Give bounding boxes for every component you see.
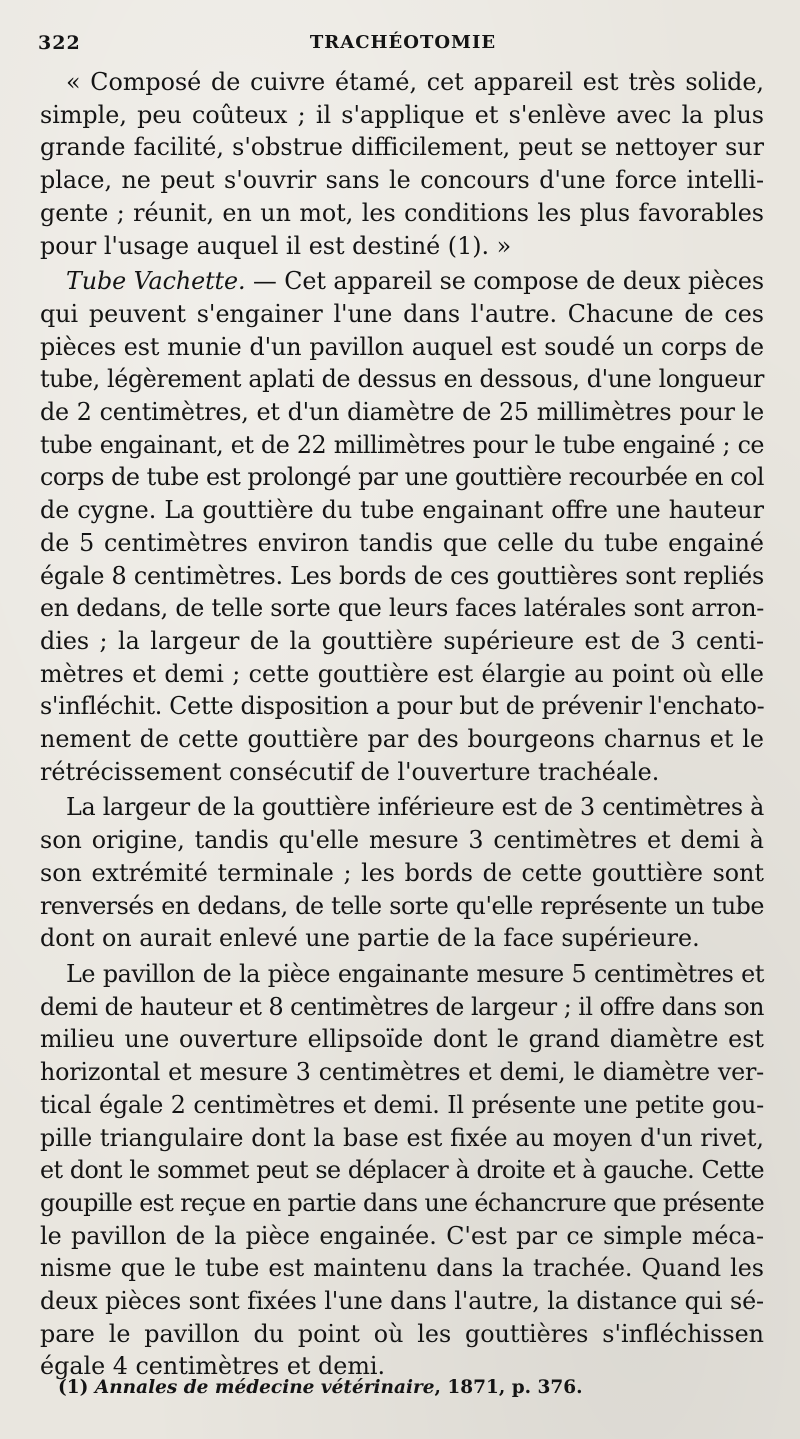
text-line: goupille est reçue en partie dans une échancrure que présente [40,1188,765,1217]
text-line: demi de hauteur et 8 centimètres de largeur ; il offre dans son [40,992,764,1021]
text-line: renversés en dedans, de telle sorte qu'elle représente un tube [40,891,764,920]
text-line: corps de tube est prolongé par une gouttière recourbée en col [40,463,764,492]
text-line: de 2 centimètres, et d'un diamètre de 25 millimètres pour le [40,398,764,427]
text-line: pille triangulaire dont la base est fixée au moyen d'un rivet, [40,1123,764,1152]
paragraph-pavillon [40,958,764,1383]
text-line: place, ne peut s'ouvrir sans le concours d'une force intelli- [40,166,764,195]
text-line: mètres et demi ; cette gouttière est élargie au point où elle [40,659,764,688]
text-line: dont on aurait enlevé une partie de la face supérieure. [40,924,700,953]
text-line: égale 8 centimètres. Les bords de ces gouttières sont repliés [40,561,765,590]
text-line: de 5 centimètres environ tandis que celle du tube engainé [40,528,764,557]
text-line: son extrémité terminale ; les bords de cette gouttière sont [40,858,764,887]
text-line: simple, peu coûteux ; il s'applique et s'enlève avec la plus [40,100,764,129]
body-text [40,66,764,1386]
text-line: égale 4 centimètres et demi. [40,1352,386,1381]
text-line: pièces est munie d'un pavillon auquel est soudé un corps de [40,332,764,361]
paragraph-tube-vachette [40,265,764,788]
text-line: tube engainant, et de 22 millimètres pour le tube engainé ; ce [40,430,764,459]
text-line: le pavillon de la pièce engainée. C'est par ce simple méca- [40,1221,764,1250]
text-line: pare le pavillon du point où les gouttières s'infléchissen [40,1319,764,1348]
text-line: rétrécissement consécutif de l'ouverture trachéale. [40,757,660,786]
text-fragment: — Cet appareil se compose de deux pièces [245,267,764,296]
text-line: et dont le sommet peut se déplacer à droite et à gauche. Cette [40,1156,764,1185]
text-line: son origine, tandis qu'elle mesure 3 centimètres et demi à [40,826,764,855]
text-line [40,265,764,298]
section-lead-title: Tube Vachette. [66,267,246,296]
text-line: La largeur de la gouttière inférieure est de 3 centimètres à [66,793,764,822]
text-line: nement de cette gouttière par des bourgeons charnus et le [40,725,764,754]
text-line: pour l'usage auquel il est destiné (1). » [40,231,512,260]
text-line: dies ; la largeur de la gouttière supérieure est de 3 centi- [40,626,764,655]
running-title: TRACHÉOTOMIE [309,32,497,53]
text-line: grande facilité, s'obstrue difficilement, peut se nettoyer sur [40,133,764,162]
footnote-source: Annales de médecine vétérinaire [94,1377,435,1398]
text-line: deux pièces sont fixées l'une dans l'autre, la distance qui sé- [40,1287,764,1316]
paragraph-gouttiere-inferieure [40,791,764,955]
text-line: s'infléchit. Cette disposition a pour but de prévenir l'enchato- [40,692,765,721]
text-line: tube, légèrement aplati de dessus en dessous, d'une longueur [40,365,764,394]
text-line: tical égale 2 centimètres et demi. Il présente une petite gou- [40,1090,764,1119]
text-line: « Composé de cuivre étamé, cet appareil est très solide, [66,68,764,96]
text-line: Le pavillon de la pièce engainante mesure 5 centimètres et [66,959,764,988]
text-line: qui peuvent s'engainer l'une dans l'autre. Chacune de ces [40,299,764,328]
text-line: gente ; réunit, en un mot, les conditions les plus favorables [40,198,764,227]
text-line: nisme que le tube est maintenu dans la trachée. Quand les [40,1254,764,1283]
footnote-marker: (1) [58,1377,89,1398]
paragraph-quote [40,66,764,262]
footnote-reference: , 1871, p. 376. [434,1377,583,1398]
page-header [38,32,768,62]
text-line: en dedans, de telle sorte que leurs faces latérales sont arron- [40,594,764,623]
page-number: 322 [38,32,81,54]
footnote [58,1377,758,1398]
text-line: milieu une ouverture ellipsoïde dont le grand diamètre est [40,1025,764,1054]
text-line: de cygne. La gouttière du tube engainant offre une hauteur [40,496,764,525]
text-line: horizontal et mesure 3 centimètres et demi, le diamètre ver- [40,1058,764,1087]
